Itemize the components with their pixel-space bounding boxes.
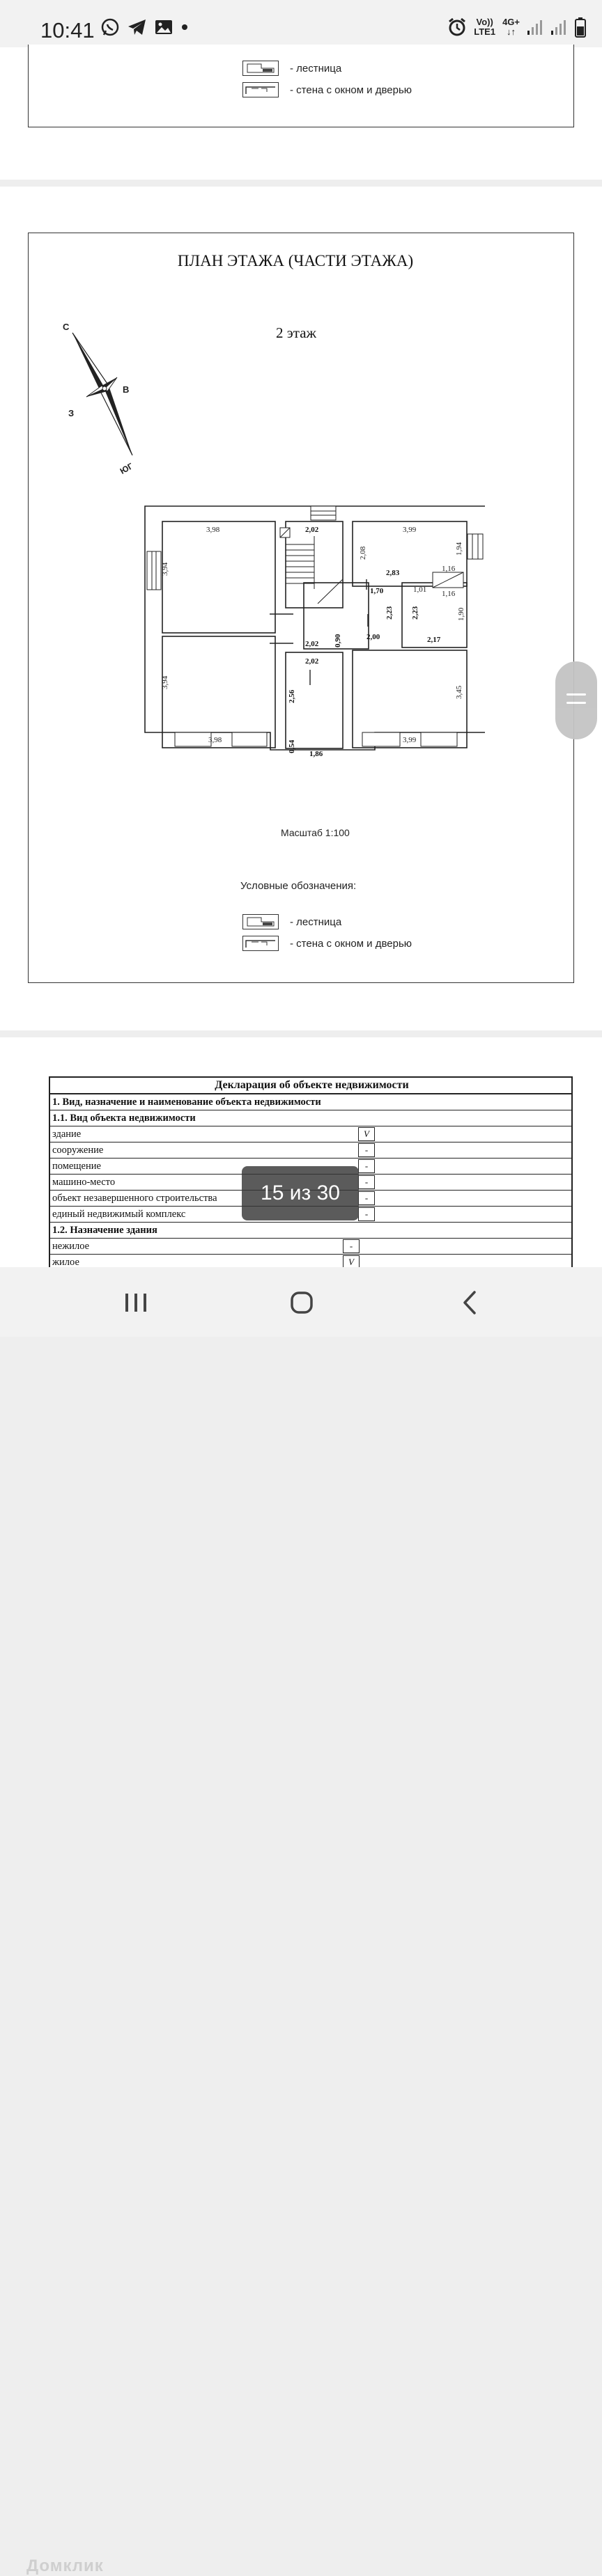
table-row: машино-место -: [50, 1175, 571, 1191]
compass-east: В: [123, 384, 130, 395]
table-row: здание V: [50, 1126, 571, 1142]
dim-room4-width: 3,99: [403, 736, 417, 744]
stair-symbol: [242, 61, 279, 76]
table-row: жилое V: [50, 1255, 571, 1270]
table-row: объект незавершенного строительства -: [50, 1191, 571, 1207]
dim-room1-height: 3,94: [161, 562, 169, 576]
dot-icon: [180, 22, 190, 32]
checkbox-mark: -: [358, 1191, 375, 1205]
dim-hall-top: 1,70: [370, 587, 384, 595]
signal-icon: [527, 18, 543, 36]
dim-room4-height: 3,45: [455, 685, 463, 699]
declaration-section-1: 1. Вид, назначение и наименование объекта недвижимости: [50, 1094, 571, 1110]
wall-window-door-symbol: [242, 936, 279, 951]
declaration-section-1-2: 1.2. Назначение здания: [50, 1223, 571, 1239]
legend-wall-label: - стена с окном и дверью: [290, 84, 412, 96]
network-type-label: 4G+: [502, 17, 520, 27]
dim-corridor-width: 2,02: [305, 640, 319, 648]
volte-label: Vo)): [476, 17, 493, 27]
telegram-icon: [127, 17, 148, 37]
table-row: единый недвижимый комплекс -: [50, 1207, 571, 1223]
whatsapp-icon: [100, 17, 120, 37]
legend-wall: [242, 82, 412, 97]
dim-room3-width: 3,99: [403, 526, 417, 534]
dim-small-room-width: 2,02: [305, 657, 319, 666]
checkbox-mark: -: [343, 1239, 360, 1253]
watermark-logo: Домклик: [26, 2557, 104, 2575]
legend-wall-label: - стена с окном и дверью: [290, 937, 412, 950]
checkbox-mark: -: [358, 1207, 375, 1221]
dim-stair-width: 2,02: [305, 526, 319, 534]
table-row: сооружение -: [50, 1142, 571, 1159]
legend-stair: [242, 914, 341, 929]
signal-icon: [550, 18, 567, 36]
status-time: 10:41: [40, 18, 95, 42]
checkbox-mark: -: [358, 1175, 375, 1189]
stair-symbol: [242, 914, 279, 929]
compass-west: З: [68, 408, 75, 418]
dim-room1-width: 3,98: [206, 526, 220, 534]
lte-label: LTE1: [474, 26, 496, 37]
compass-south: ЮГ: [118, 461, 135, 476]
fast-scroll-handle[interactable]: [555, 661, 597, 739]
checkbox-mark: -: [358, 1143, 375, 1157]
document-page-previous: [0, 47, 602, 180]
table-row: помещение -: [50, 1159, 571, 1175]
document-page-plan: [0, 187, 602, 1030]
scale-label: Масштаб 1:100: [281, 827, 350, 838]
dim-balcony-width: 1,86: [309, 750, 323, 758]
floor-label: 2 этаж: [276, 324, 317, 341]
declaration-section-1-1: 1.1. Вид объекта недвижимости: [50, 1110, 571, 1126]
legend-stair: [242, 61, 341, 76]
dim-hall-bottom: 2,00: [366, 633, 380, 641]
legend-stair-label: - лестница: [290, 62, 342, 74]
legend-stair-label: - лестница: [290, 916, 342, 928]
compass-north: С: [63, 322, 70, 332]
checkbox-mark: V: [358, 1127, 375, 1141]
dim-room2-height: 3,94: [161, 675, 169, 689]
data-arrows-icon: ↓↑: [507, 26, 516, 37]
navigation-bar: [0, 1267, 602, 2575]
dim-closet-top: 1,16: [442, 565, 456, 573]
floor-plan-drawing: [144, 503, 485, 767]
dim-hall-width: 2,83: [386, 569, 400, 577]
recent-apps-icon[interactable]: [124, 1292, 148, 1313]
checkbox-mark: V: [343, 1255, 360, 1269]
gallery-icon: [155, 19, 173, 36]
home-icon[interactable]: [290, 1291, 314, 1314]
dim-bath-right: 1,90: [457, 607, 465, 621]
legend-title: Условные обозначения:: [240, 880, 357, 892]
page-counter: 15 из 30: [242, 1166, 359, 1220]
back-icon[interactable]: [461, 1290, 478, 1315]
dim-closet-left: 1,01: [413, 586, 427, 594]
dim-balcony-depth: 0,54: [288, 739, 296, 753]
table-row: нежилое -: [50, 1239, 571, 1255]
checkbox-mark: -: [358, 1159, 375, 1173]
dim-room2-width: 3,98: [208, 736, 222, 744]
dim-bath-width: 2,17: [427, 636, 441, 644]
alarm-icon: [447, 17, 467, 37]
plan-title: ПЛАН ЭТАЖА (ЧАСТИ ЭТАЖА): [177, 252, 414, 269]
dim-hall-height: 2,23: [385, 606, 394, 620]
legend-wall: [242, 936, 412, 951]
dim-corridor-gap: 0,90: [334, 634, 342, 647]
dim-room3-height: 2,08: [359, 546, 367, 560]
battery-icon: [574, 17, 587, 38]
dim-closet-bottom: 1,16: [442, 590, 456, 598]
dim-bath-height: 2,23: [411, 606, 419, 620]
declaration-title: Декларация об объекте недвижимости: [50, 1078, 571, 1094]
wall-window-door-symbol: [242, 82, 279, 97]
compass-rose-icon: [59, 319, 142, 472]
dim-small-room-height: 2,56: [288, 689, 296, 703]
dim-room3-right: 1,94: [455, 542, 463, 556]
